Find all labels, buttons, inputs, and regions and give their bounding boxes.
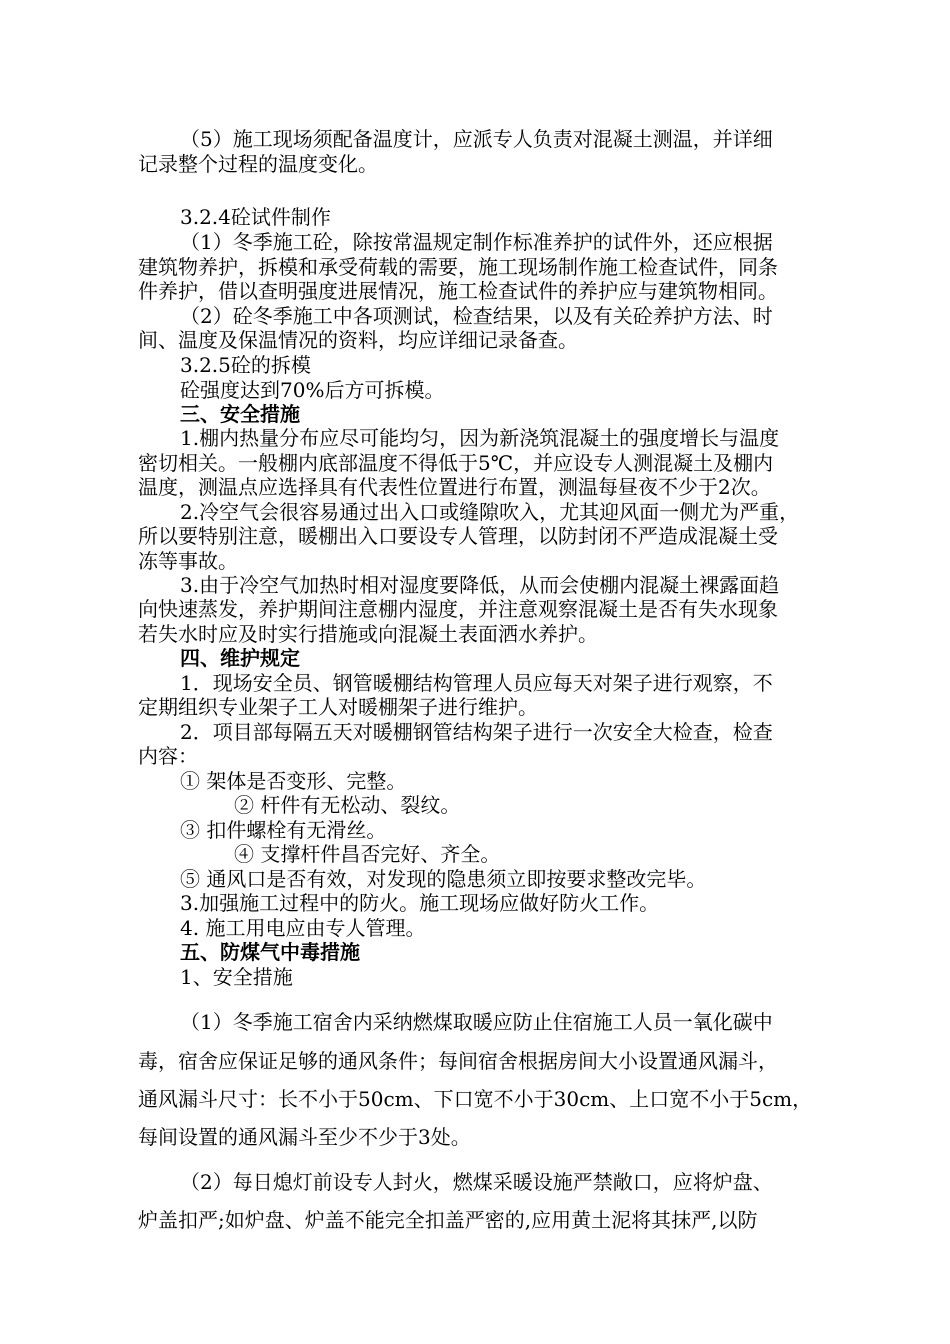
- list-item: ⑤ 通风口是否有效，对发现的隐患须立即按要求整改完毕。: [180, 867, 707, 891]
- section-heading: 3.2.4砼试件制作: [180, 205, 331, 229]
- paragraph-line: 1．现场安全员、钢管暖棚结构管理人员应每天对架子进行观察，不: [180, 671, 773, 695]
- paragraph-line: 所以要特别注意，暖棚出入口要设专人管理，以防封闭不严造成混凝土受: [138, 524, 778, 548]
- list-item: ③ 扣件螺栓有无滑丝。: [180, 818, 387, 842]
- list-item: ① 架体是否变形、完整。: [180, 769, 407, 793]
- paragraph-line: 砼强度达到70%后方可拆模。: [180, 378, 445, 402]
- paragraph-line: （2）砼冬季施工中各项测试，检查结果，以及有关砼养护方法、时: [180, 304, 773, 328]
- paragraph-line: 每间设置的通风漏斗至少不少于3处。: [138, 1125, 471, 1149]
- paragraph-line: 4. 施工用电应由专人管理。: [180, 916, 426, 940]
- paragraph-line: 1.棚内热量分布应尽可能均匀，因为新浇筑混凝土的强度增长与温度: [180, 426, 780, 450]
- paragraph-line: 间、温度及保温情况的资料，均应详细记录备查。: [138, 328, 578, 352]
- paragraph-line: 通风漏斗尺寸：长不小于50cm、下口宽不小于30cm、上口宽不小于5cm，: [138, 1087, 813, 1111]
- section-heading: 1、安全措施: [180, 965, 293, 989]
- list-item: ④ 支撑杆件昌否完好、齐全。: [234, 842, 501, 866]
- paragraph-line: 温度，测温点应选择具有代表性位置进行布置，测温每昼夜不少于2次。: [138, 475, 771, 499]
- paragraph-line: 建筑物养护，拆模和承受荷载的需要，施工现场制作施工检查试件，同条: [138, 255, 778, 279]
- chapter-heading: 五、防煤气中毒措施: [180, 940, 360, 964]
- paragraph-line: 炉盖扣严;如炉盘、炉盖不能完全扣盖严密的,应用黄土泥将其抹严,以防: [138, 1208, 758, 1232]
- paragraph-line: 内容：: [138, 744, 198, 768]
- chapter-heading: 四、维护规定: [180, 646, 300, 670]
- paragraph-line: （2）每日熄灯前设专人封火，燃煤采暖设施严禁敞口，应将炉盘、: [180, 1170, 773, 1194]
- list-item: ② 杆件有无松动、裂纹。: [234, 793, 461, 817]
- paragraph-line: 件养护，借以查明强度进展情况，施工检查试件的养护应与建筑物相同。: [138, 279, 778, 303]
- chapter-heading: 三、安全措施: [180, 402, 300, 426]
- paragraph-line: 定期组织专业架子工人对暖棚架子进行维护。: [138, 695, 538, 719]
- section-heading: 3.2.5砼的拆模: [180, 353, 311, 377]
- paragraph-line: 冻等事故。: [138, 549, 238, 573]
- paragraph-line: 密切相关。一般棚内底部温度不得低于5℃，并应设专人测混凝土及棚内: [138, 451, 774, 475]
- paragraph-line: 记录整个过程的温度变化。: [138, 152, 378, 176]
- paragraph-line: 3.由于冷空气加热时相对湿度要降低，从而会使棚内混凝土裸露面趋: [180, 573, 780, 597]
- paragraph-line: 2．项目部每隔五天对暖棚钢管结构架子进行一次安全大检查，检查: [180, 720, 773, 744]
- paragraph-line: 若失水时应及时实行措施或向混凝土表面洒水养护。: [138, 622, 598, 646]
- paragraph-line: （1）冬季施工砼，除按常温规定制作标准养护的试件外，还应根据: [180, 230, 773, 254]
- paragraph-line: 毒，宿舍应保证足够的通风条件；每间宿舍根据房间大小设置通风漏斗，: [138, 1049, 778, 1073]
- paragraph-line: 2.冷空气会很容易通过出入口或缝隙吹入，尤其迎风面一侧尤为严重，: [180, 500, 800, 524]
- paragraph-line: （5）施工现场须配备温度计，应派专人负责对混凝土测温，并详细: [180, 127, 773, 151]
- paragraph-line: 3.加强施工过程中的防火。施工现场应做好防火工作。: [180, 891, 660, 915]
- paragraph-line: （1）冬季施工宿舍内采纳燃煤取暖应防止住宿施工人员一氧化碳中: [180, 1010, 773, 1034]
- paragraph-line: 向快速蒸发，养护期间注意棚内湿度，并注意观察混凝土是否有失水现象: [138, 597, 778, 621]
